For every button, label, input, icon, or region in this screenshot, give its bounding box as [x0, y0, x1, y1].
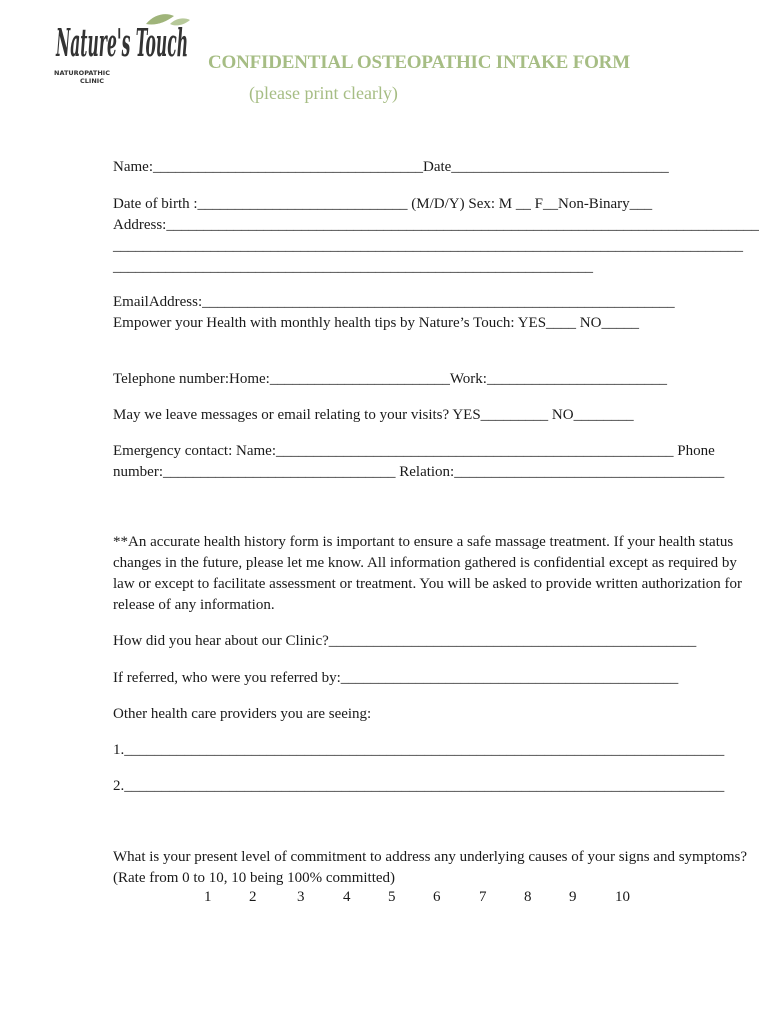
- scale-option[interactable]: 8: [524, 889, 532, 905]
- clinic-logo: [50, 10, 200, 100]
- provider-1-field[interactable]: 1.________________________________________________________________________________: [113, 742, 725, 758]
- logo-word-natures: Nature's Touch: [55, 20, 188, 65]
- address-field-3[interactable]: ________________________________________________________________: [113, 259, 593, 275]
- commitment-question: What is your present level of commitment to address any underlying causes of your signs and symptoms? (Rate from 0 to 10, 10 being 100% committed): [113, 849, 748, 886]
- form-title: CONFIDENTIAL OSTEOPATHIC INTAKE FORM: [208, 52, 630, 73]
- provider-2-field[interactable]: 2.________________________________________________________________________________: [113, 778, 725, 794]
- scale-option[interactable]: 10: [615, 889, 630, 905]
- scale-option[interactable]: 2: [249, 889, 257, 905]
- logo-sub1: NATUROPATHIC: [54, 69, 110, 77]
- other-providers-label: Other health care providers you are seeing:: [113, 706, 372, 722]
- scale-option[interactable]: 4: [343, 889, 351, 905]
- email-field[interactable]: EmailAddress:_______________________________________________________________: [113, 294, 675, 310]
- form-subtitle: (please print clearly): [249, 83, 398, 103]
- newsletter-optin[interactable]: Empower your Health with monthly health tips by Nature’s Touch: YES____ NO_____: [113, 315, 639, 331]
- address-field-2[interactable]: ____________________________________________________________________________________: [113, 238, 743, 254]
- emergency-contact-line2[interactable]: number:_______________________________ Relation:____________________________________: [113, 464, 725, 480]
- dob-sex-field[interactable]: Date of birth :____________________________ (M/D/Y) Sex: M __ F__Non-Binary___: [113, 196, 653, 212]
- confidentiality-notice: **An accurate health history form is important to ensure a safe massage treatment. If your health status changes in the future, please let me know. All information gathered is confidential except as required by law or except to facilitate assessment or treatment. You will be asked to provide written authorization for release of any information.: [113, 534, 742, 613]
- hear-about-field[interactable]: How did you hear about our Clinic?_________________________________________________: [113, 633, 697, 649]
- referred-by-field[interactable]: If referred, who were you referred by:_____________________________________________: [113, 670, 679, 686]
- address-field-1[interactable]: Address:_______________________________________________________________________________: [113, 217, 759, 233]
- emergency-contact-line1[interactable]: Emergency contact: Name:_____________________________________________________ Phone: [113, 443, 715, 459]
- telephone-field[interactable]: Telephone number:Home:________________________Work:________________________: [113, 371, 667, 387]
- scale-option[interactable]: 3: [297, 889, 305, 905]
- scale-option[interactable]: 9: [569, 889, 577, 905]
- scale-option[interactable]: 6: [433, 889, 441, 905]
- logo-graphic: [50, 10, 200, 100]
- scale-option[interactable]: 1: [204, 889, 212, 905]
- name-date-field[interactable]: Name:____________________________________Date_____________________________: [113, 159, 669, 175]
- scale-option[interactable]: 7: [479, 889, 487, 905]
- scale-option[interactable]: 5: [388, 889, 396, 905]
- logo-sub2: CLINIC: [80, 77, 104, 85]
- messages-permission[interactable]: May we leave messages or email relating to your visits? YES_________ NO________: [113, 407, 634, 423]
